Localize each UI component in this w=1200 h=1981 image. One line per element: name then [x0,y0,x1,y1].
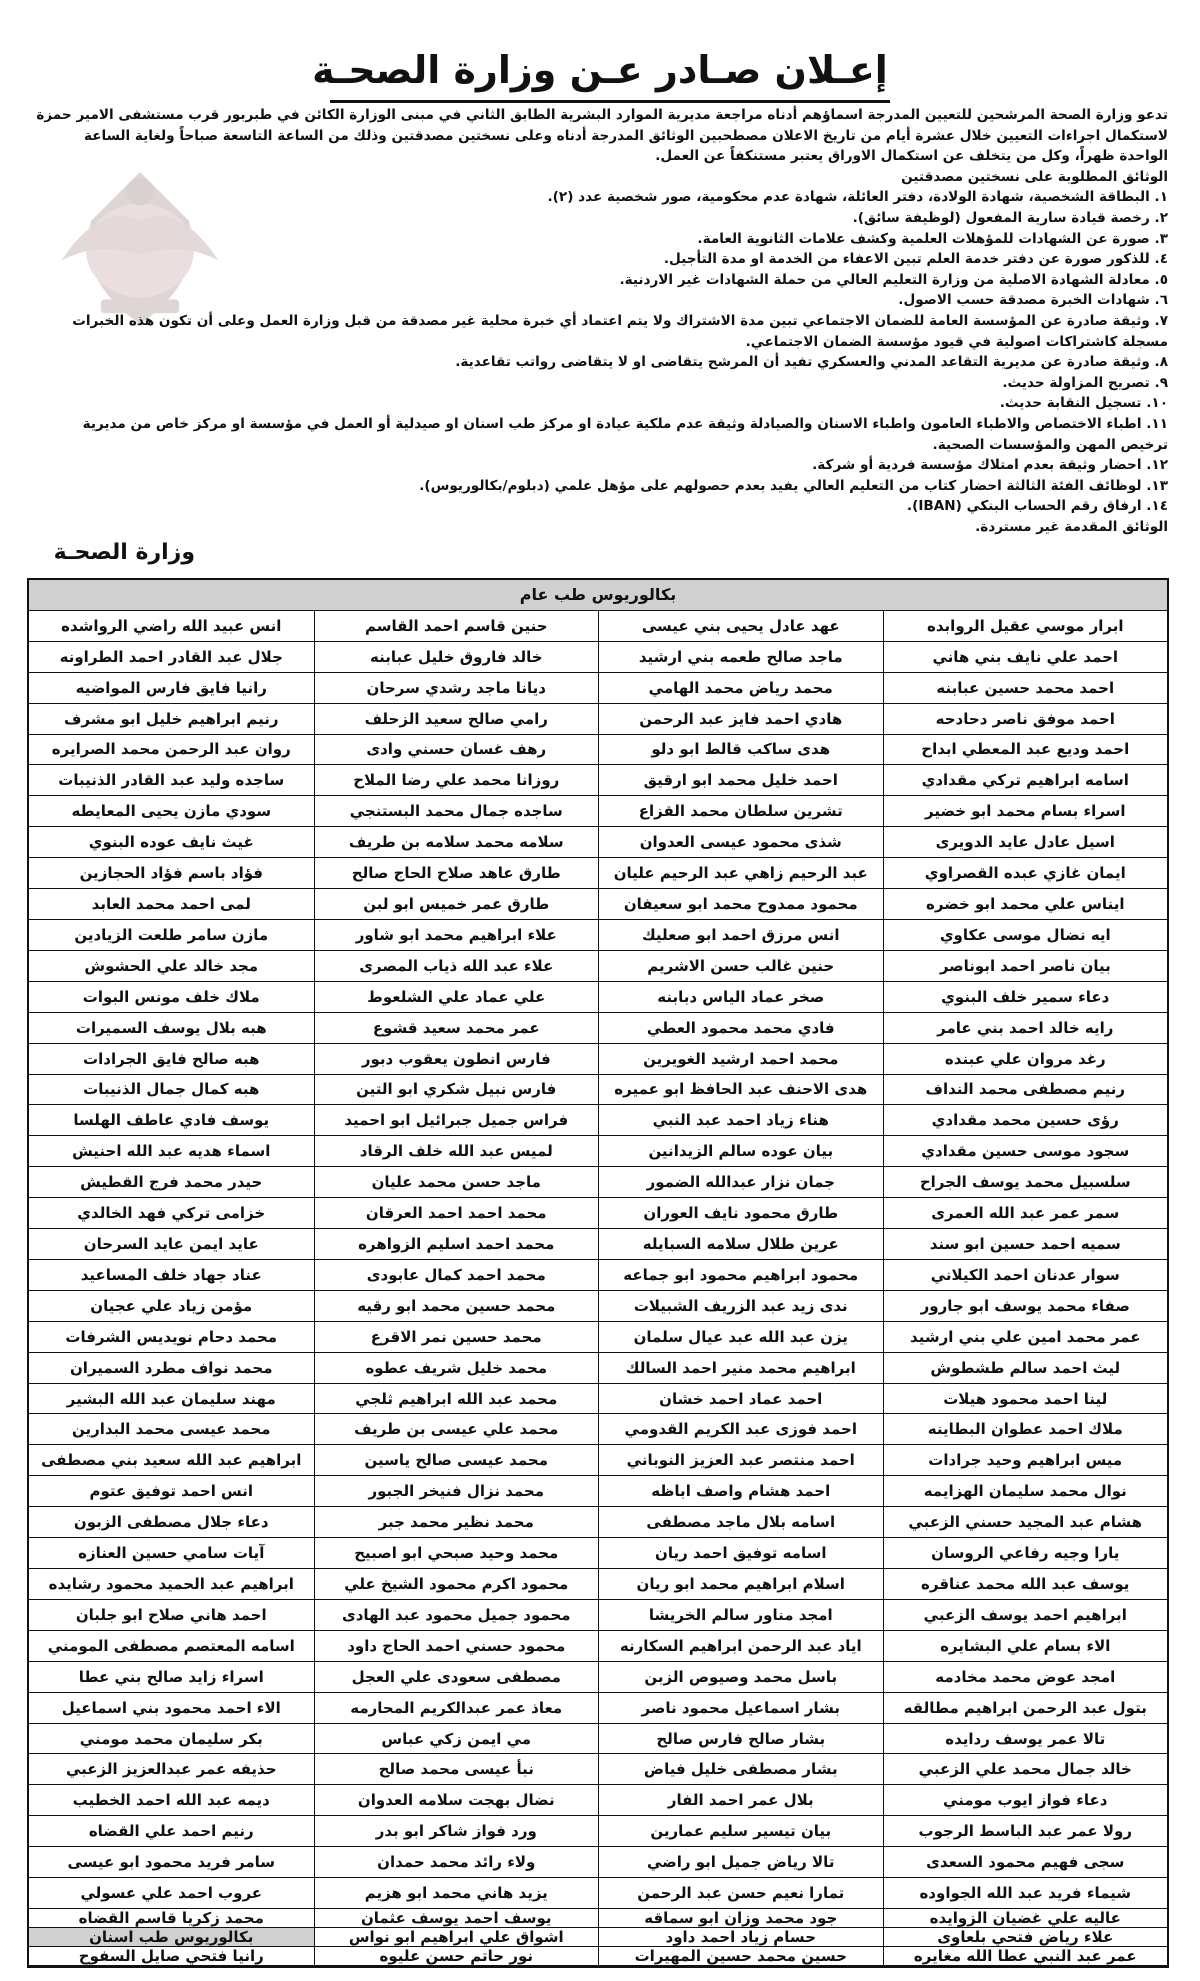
table-cell: مازن سامر طلعت الزيادين [29,920,314,951]
table-cell: نور حاتم حسن عليوه [314,1947,599,1966]
announcement-line: ١٢. احضار وثيقة بعدم امتلاك مؤسسة فردية أو شركة. [812,457,1168,474]
page-title: إعـلان صـادر عـن وزارة الصحـة [312,48,888,92]
table-cell: هناء زياد احمد عبد النبي [598,1105,883,1136]
table-cell: خالد جمال محمد علي الزعبي [883,1754,1168,1785]
table-cell: دعاء جلال مصطفى الزبون [29,1507,314,1538]
table-cell: معاذ عمر عبدالكريم المحارمه [314,1693,599,1724]
ministry-label: وزارة الصحـة [53,540,195,565]
table-cell: محمد علي عيسى بن طريف [314,1414,599,1445]
table-cell: محمد عبد الله ابراهيم ثلجي [314,1384,599,1415]
table-cell: ملاك احمد عطوان البطاينه [883,1414,1168,1445]
table-cell: امجد عوض محمد مخادمه [883,1662,1168,1693]
table-cell: احمد منتصر عبد العزيز النوباني [598,1445,883,1476]
table-cell: رهف غسان حسني وادى [314,735,599,766]
table-cell: يوسف احمد يوسف عثمان [314,1909,599,1928]
table-cell: محمد حسين محمد ابو رقيه [314,1291,599,1322]
table-cell: احمد هشام واصف اباظه [598,1476,883,1507]
table-cell: لميس عبد الله خلف الرقاد [314,1136,599,1167]
table-cell: ديمه عبد الله احمد الخطيب [29,1785,314,1816]
table-cell: ندى زيد عبد الزريف الشبيلات [598,1291,883,1322]
table-cell: حسام زياد احمد داود [598,1928,883,1947]
table-cell: هبه بلال يوسف السميرات [29,1013,314,1044]
table-cell: مصطفى سعودى علي العجل [314,1662,599,1693]
table-cell: عرين طلال سلامه السبايله [598,1229,883,1260]
table-cell: روزانا محمد علي رضا الملاح [314,765,599,796]
table-cell: ايناس علي محمد ابو خضره [883,889,1168,920]
table-cell: حنين قاسم احمد القاسم [314,611,599,642]
table-cell: آيات سامي حسين العنازه [29,1538,314,1569]
table-cell: تمارا نعيم حسن عبد الرحمن [598,1878,883,1909]
table-cell: اسراء بسام محمد ابو خضير [883,796,1168,827]
table-cell: مي ايمن زكي عباس [314,1724,599,1755]
announcement-line: الوثائق المطلوبة على نسختين مصدقتين [901,168,1168,185]
table-cell: سودي مازن يحيى المعايطه [29,796,314,827]
table-cell: محمود ابراهيم محمود ابو جماعه [598,1260,883,1291]
table-cell: ايه نضال موسى عكاوي [883,920,1168,951]
table-cell: صفاء محمد يوسف ابو جارور [883,1291,1168,1322]
table-cell: اشواق علي ابراهيم ابو نواس [314,1928,599,1947]
table-cell: سمر عمر عبد الله العمرى [883,1198,1168,1229]
table-cell: تالا رياض جميل ابو راضي [598,1847,883,1878]
table-cell: عاليه علي غضيان الزوايده [883,1909,1168,1928]
table-cell: تشرين سلطان محمد القزاع [598,796,883,827]
announcement-line: ٥. معادلة الشهادة الاصلية من وزارة التعليم العالي من حملة الشهادات غير الاردنية. [619,271,1168,288]
table-cell: سجى فهيم محمود السعدى [883,1847,1168,1878]
table-cell: محمد احمد كمال عابودى [314,1260,599,1291]
table-cell: طارق محمود نايف العوران [598,1198,883,1229]
table-cell: مجد خالد علي الحشوش [29,951,314,982]
announcement-line: ١٠. تسجيل النقابة حديث. [999,395,1168,412]
table-cell: ولاء رائد محمد حمدان [314,1847,599,1878]
table-cell: علاء عبد الله ذياب المصرى [314,951,599,982]
table-header: بكالوريوس طب عام [29,580,1167,611]
table-cell: انس مرزق احمد ابو صعليك [598,920,883,951]
table-cell: رانيا فتحي صايل السفوح [29,1947,314,1966]
table-cell: دعاء فواز ايوب مومني [883,1785,1168,1816]
table-cell: سامر فريد محمود ابو عيسى [29,1847,314,1878]
table-cell: محمد عيسى صالح ياسين [314,1445,599,1476]
table-cell: فارس نبيل شكري ابو التين [314,1075,599,1106]
table-cell: لينا احمد محمود هيلات [883,1384,1168,1415]
table-cell: محمد رياض محمد الهامي [598,673,883,704]
table-cell: رانيا فايق فارس المواضيه [29,673,314,704]
table-cell: احمد موفق ناصر دحادحه [883,704,1168,735]
announcement-line: ٨. وثيقة صادرة عن مديرية التقاعد المدني والعسكري تفيد أن المرشح يتقاضى او لا يتقاضى رواتب تقاعدية. [455,354,1168,371]
table-cell: محمد عيسى محمد البدارين [29,1414,314,1445]
table-cell: محمد نواف مطرد السميران [29,1353,314,1384]
table-cell: هبه كمال جمال الذنيبات [29,1075,314,1106]
table-cell: بيان عوده سالم الزيدانين [598,1136,883,1167]
table-cell: شذى محمود عيسى العدوان [598,827,883,858]
table-cell: ابرار موسي عقيل الروابده [883,611,1168,642]
table-cell: فادي محمد محمود العطي [598,1013,883,1044]
table-cell: حيدر محمد فرج القطيش [29,1167,314,1198]
table-cell: بشار مصطفى خليل فياض [598,1754,883,1785]
table-cell: يوسف عبد الله محمد عناقره [883,1569,1168,1600]
table-cell: ساجده وليد عبد القادر الذنيبات [29,765,314,796]
table-cell: محمد احمد احمد العرقان [314,1198,599,1229]
table-cell: ليث احمد سالم طشطوش [883,1353,1168,1384]
table-cell: رغد مروان علي عبنده [883,1044,1168,1075]
table-cell: احمد هاني صلاح ابو جلبان [29,1600,314,1631]
table-cell: محمد احمد ارشيد الغويرين [598,1044,883,1075]
table-cell: هدى ساكب قالط ابو دلو [598,735,883,766]
table-cell: مهند سليمان عبد الله البشير [29,1384,314,1415]
table-cell: رنيم مصطفى محمد النداف [883,1075,1168,1106]
announcement-line: تدعو وزارة الصحة المرشحين للتعيين المدرجة اسماؤهم أدناه مراجعة مديرية الموارد البشرية الطابق الثاني في مبنى الوزارة الكائن في طبربور قرب مستشفى الامير حمزة [36,107,1168,123]
table-cell: رايه خالد احمد بني عامر [883,1013,1168,1044]
announcement-line: ١١. اطباء الاختصاص والاطباء العامون واطباء الاسنان والصيادلة وثيقة عدم ملكية عيادة او مركز طب اسنان او صيدلية أو العمل في مؤسسة او مركز خاص من مديرية [82,415,1168,432]
table-cell: سميه احمد حسين ابو سند [883,1229,1168,1260]
table-cell: خزامى تركي فهد الخالدي [29,1198,314,1229]
announcement-line: ١٤. ارفاق رقم الحساب البنكي (IBAN). [906,498,1168,515]
table-cell: فارس انطون يعقوب دبور [314,1044,599,1075]
table-cell: جلال عبد القادر احمد الطراونه [29,642,314,673]
table-cell: عهد عادل يحيى بني عيسى [598,611,883,642]
announcement-line: ٤. للذكور صورة عن دفتر خدمة العلم تبين الاعفاء من الخدمة او مدة التأجيل. [663,251,1168,268]
table-cell: محمد خليل شريف عطوه [314,1353,599,1384]
announcement-body [32,105,1168,537]
announcement-line: ترخيص المهن والمؤسسات الصحية. [932,436,1168,453]
table-cell: بيان ناصر احمد ابوناصر [883,951,1168,982]
table-cell: حسين محمد حسين المهيرات [598,1947,883,1966]
table-cell: احمد عماد احمد خشان [598,1384,883,1415]
table-cell: سلسبيل محمد يوسف الجراح [883,1167,1168,1198]
table-cell: باسل محمد وصيوص الزبن [598,1662,883,1693]
table-cell: شيماء فريد عبد الله الجواوده [883,1878,1168,1909]
table-cell: عروب احمد علي عسولي [29,1878,314,1909]
table-cell: احمد محمد حسين عبابنه [883,673,1168,704]
table-cell: رؤى حسين محمد مقدادي [883,1105,1168,1136]
announcement-line: مسجلة كاشتراكات اصولية في قيود مؤسسة الضمان الاجتماعي. [745,333,1168,350]
announcement-line: ٦. شهادات الخبرة مصدقة حسب الاصول. [898,292,1168,309]
title-underline [330,100,890,103]
table-cell: رولا عمر عبد الباسط الرجوب [883,1816,1168,1847]
table-cell: الاء بسام علي البشايره [883,1631,1168,1662]
announcement-line: ٢. رخصة قيادة سارية المفعول (لوظيفة سائق). [852,209,1168,226]
table-cell: روان عبد الرحمن محمد الصرايره [29,735,314,766]
table-cell: محمد نظير محمد جبر [314,1507,599,1538]
table-cell: عمر محمد امين علي بني ارشيد [883,1322,1168,1353]
table-cell: ابراهيم احمد يوسف الزعبي [883,1600,1168,1631]
table-cell: رامي صالح سعيد الزحلف [314,704,599,735]
table-cell: هادي احمد فايز عبد الرحمن [598,704,883,735]
table-cell: محمد وحيد صبحي ابو اصبيح [314,1538,599,1569]
table-cell: اسيل عادل عايد الدويرى [883,827,1168,858]
table-cell: ابراهيم محمد منير احمد السالك [598,1353,883,1384]
table-cell: بيان تيسير سليم عمارين [598,1816,883,1847]
table-cell: هدى الاحنف عبد الحافظ ابو عميره [598,1075,883,1106]
table-cell: تالا عمر يوسف ردايده [883,1724,1168,1755]
table-cell: يزيد هاني محمد ابو هزيم [314,1878,599,1909]
table-cell: سوار عدنان احمد الكيلاني [883,1260,1168,1291]
table-cell: علاء رياض فتحي بلعاوى [883,1928,1168,1947]
table-cell: علاء ابراهيم محمد ابو شاور [314,920,599,951]
table-cell: ورد فواز شاكر ابو بدر [314,1816,599,1847]
table-cell: ماجد صالح طعمه بني ارشيد [598,642,883,673]
table-cell: انس احمد توفيق عتوم [29,1476,314,1507]
table-cell: اسراء زايد صالح بني عطا [29,1662,314,1693]
table-cell: سجود موسى حسين مقدادي [883,1136,1168,1167]
announcement-line: ١. البطاقة الشخصية، شهادة الولادة، دفتر العائلة، شهادة عدم محكومية، صور شخصية عدد (٢). [547,189,1168,206]
announcement-line: الوثائق المقدمة غير مستردة. [975,518,1168,535]
table-cell: احمد وديع عبد المعطي ابداح [883,735,1168,766]
table-cell: محمود جميل محمود عبد الهادى [314,1600,599,1631]
table-cell: ساجده جمال محمد البستنجي [314,796,599,827]
table-cell: بتول عبد الرحمن ابراهيم مطالقه [883,1693,1168,1724]
table-cell: محمد دحام نويديس الشرفات [29,1322,314,1353]
table-cell: طارق عمر خميس ابو لبن [314,889,599,920]
table-cell: اسامه المعتصم مصطفى المومني [29,1631,314,1662]
table-cell: احمد خليل محمد ابو ارقيق [598,765,883,796]
table-cell: احمد فوزى عبد الكريم القدومي [598,1414,883,1445]
table-cell: يوسف فادي عاطف الهلسا [29,1105,314,1136]
table-cell: اسامه توفيق احمد ريان [598,1538,883,1569]
table-cell: ملاك خلف مونس البوات [29,982,314,1013]
table-cell: عمر عبد النبي عطا الله مغايره [883,1947,1168,1966]
table-cell: هبه صالح فايق الجرادات [29,1044,314,1075]
table-cell: عمر محمد سعيد قشوع [314,1013,599,1044]
table-cell: محمد احمد اسليم الزواهره [314,1229,599,1260]
table-cell: ديانا ماجد رشدي سرحان [314,673,599,704]
table-cell: حذيفه عمر عبدالعزيز الزعبي [29,1754,314,1785]
table-cell: نبأ عيسى محمد صالح [314,1754,599,1785]
table-cell: فراس جميل جبرائيل ابو احميد [314,1105,599,1136]
table-cell: بلال عمر احمد الفار [598,1785,883,1816]
announcement-line: لاستكمال اجراءات التعيين خلال عشرة أيام من تاريخ الاعلان مصطحبين الوثائق المدرجة أدناه وعلى نسختين مصدقتين وذلك من الساعة التاسعة صباحاً ولغاية الساعة [83,127,1168,144]
table-cell: اسلام ابراهيم محمد ابو ريان [598,1569,883,1600]
table-cell: دعاء سمير خلف البنوي [883,982,1168,1013]
table-cell: نضال بهجت سلامه العدوان [314,1785,599,1816]
table-cell: محمود حسني احمد الحاج داود [314,1631,599,1662]
table-cell: يارا وجيه رفاعي الروسان [883,1538,1168,1569]
table-cell: ميس ابراهيم وحيد جرادات [883,1445,1168,1476]
announcement-line: ٣. صورة عن الشهادات للمؤهلات العلمية وكشف علامات الثانوية العامة. [697,230,1168,247]
announcement-line: ١٣. لوظائف الفئة الثالثة احضار كتاب من التعليم العالي يفيد بعدم حصولهم على مؤهل علمي (دبلوم/بكالوريوس). [419,477,1168,494]
table-cell: خالد فاروق خليل عبابنه [314,642,599,673]
table-cell: فؤاد باسم فؤاد الحجازين [29,858,314,889]
table-cell: اسامه ابراهيم تركي مقدادي [883,765,1168,796]
table-cell: يزن عبد الله عبد عيال سلمان [598,1322,883,1353]
table-cell: عبد الرحيم زاهي عبد الرحيم عليان [598,858,883,889]
candidates-table [27,578,1169,1968]
announcement-line: الواحدة ظهراً، وكل من يتخلف عن استكمال الاوراق يعتبر مستنكفاً عن العمل. [655,148,1168,165]
table-cell: سلامه محمد سلامه بن طريف [314,827,599,858]
table-cell: ابراهيم عبد الحميد محمود رشايده [29,1569,314,1600]
table-cell: الاء احمد محمود بني اسماعيل [29,1693,314,1724]
table-cell: مؤمن زياد علي عجيان [29,1291,314,1322]
table-cell: بشار صالح فارس صالح [598,1724,883,1755]
table-cell: اسماء هديه عبد الله احنيش [29,1136,314,1167]
table-cell: نوال محمد سليمان الهزايمه [883,1476,1168,1507]
table-cell: ايمان غازي عبده القصراوي [883,858,1168,889]
table-cell: محمد حسين نمر الاقرع [314,1322,599,1353]
table-cell: صخر عماد الياس دبابنه [598,982,883,1013]
table-cell: محمود اكرم محمود الشيخ علي [314,1569,599,1600]
table-cell: غيث نايف عوده البنوي [29,827,314,858]
table-cell: عناد جهاد خلف المساعيد [29,1260,314,1291]
table-cell: ماجد حسن محمد عليان [314,1167,599,1198]
table-cell: انس عبيد الله راضي الرواشده [29,611,314,642]
table-cell: اسامه بلال ماجد مصطفى [598,1507,883,1538]
table-cell: عايد ايمن عايد السرحان [29,1229,314,1260]
table-cell: اياد عبد الرحمن ابراهيم السكارنه [598,1631,883,1662]
table-cell: طارق عاهد صلاح الحاج صالح [314,858,599,889]
announcement-line: ٩. تصريح المزاولة حديث. [1002,374,1168,391]
table-cell: رنيم ابراهيم خليل ابو مشرف [29,704,314,735]
table-cell: جمان نزار عبدالله الضمور [598,1167,883,1198]
table-cell: بكر سليمان محمد مومني [29,1724,314,1755]
table-cell: هشام عبد المجيد حسني الزعبي [883,1507,1168,1538]
table-cell: ابراهيم عبد الله سعيد بني مصطفى [29,1445,314,1476]
table-cell: احمد علي نايف بني هاني [883,642,1168,673]
table-cell: محمد زكريا قاسم القضاه [29,1909,314,1928]
table-cell: جود محمد وزان ابو سماقه [598,1909,883,1928]
table-cell: حنين غالب حسن الاشريم [598,951,883,982]
announcement-line: ٧. وثيقة صادرة عن المؤسسة العامة للضمان الاجتماعي تبين مدة الاشتراك ولا يتم اعتماد أي خبرة محلية غير مصدقة من قبل وزارة العمل وعلى أن تكون هذه الخبرات [72,312,1168,329]
table-cell: امجد مناور سالم الخريشا [598,1600,883,1631]
table-cell: بشار اسماعيل محمود ناصر [598,1693,883,1724]
table-cell: محمود ممدوح محمد ابو سعيفان [598,889,883,920]
table-cell: رنيم احمد علي القضاه [29,1816,314,1847]
table-cell: علي عماد علي الشلعوط [314,982,599,1013]
table-cell: لمى احمد محمد العابد [29,889,314,920]
table-cell: محمد نزال فنيخر الجبور [314,1476,599,1507]
table-subheader: بكالوريوس طب اسنان [29,1928,314,1947]
